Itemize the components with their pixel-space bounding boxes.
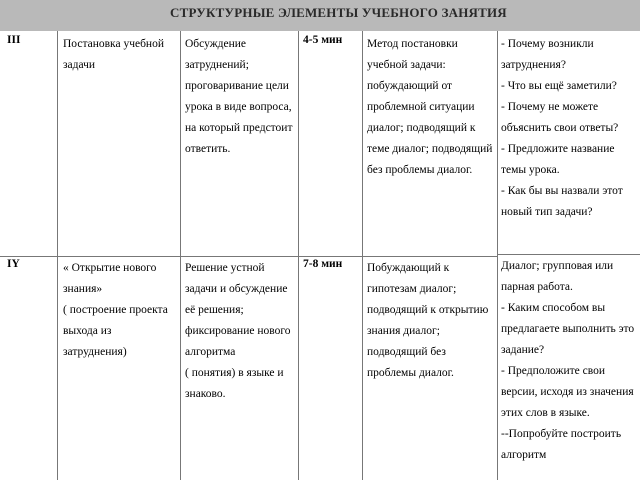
row-2-name: « Открытие нового знания» ( построение проекта выхода из затруднения) [63,262,168,358]
row-1-activity: - Почему возникли затруднения? - Что вы ещё заметили? - Почему не можете объяснить свои ответы? - Предложите название темы урока. - Как бы вы назвали этот новый тип задачи? [501,38,623,218]
page-title: СТРУКТУРНЫЕ ЭЛЕМЕНТЫ УЧЕБНОГО ЗАНЯТИЯ [170,5,507,20]
row-1-method: Метод постановки учебной задачи: побуждающий от проблемной ситуации диалог; подводящий к теме диалог; подводящий без проблемы диалог. [367,38,493,176]
row-2-time: 7-8 мин [303,258,343,270]
row-1-name: Постановка учебной задачи [63,38,164,71]
row-1-time: 4-5 мин [303,34,343,46]
row-2-content: Решение устной задачи и обсуждение её решения; фиксирование нового алгоритма ( понятия) в языке и знаково. [185,262,291,400]
row-2-stage: IY [7,258,20,270]
row-divider [0,256,497,257]
row-2-method: Побуждающий к гипотезам диалог; подводящий к открытию знания диалог; подводящий без проблемы диалог. [367,262,489,379]
column-divider [497,31,498,480]
row-1-content: Обсуждение затруднений; проговаривание цели урока в виде вопроса, на который предстоит ответить. [185,38,293,155]
header-bar [0,0,640,32]
row-divider [497,254,640,255]
row-1-stage: III [7,34,21,46]
row-2-activity: Диалог; групповая или парная работа. - Каким способом вы предлагаете выполнить это задание? - Предположите свои версии, исходя из значения этих слов в языке. --Попробуйте построить алгоритм [501,260,635,461]
